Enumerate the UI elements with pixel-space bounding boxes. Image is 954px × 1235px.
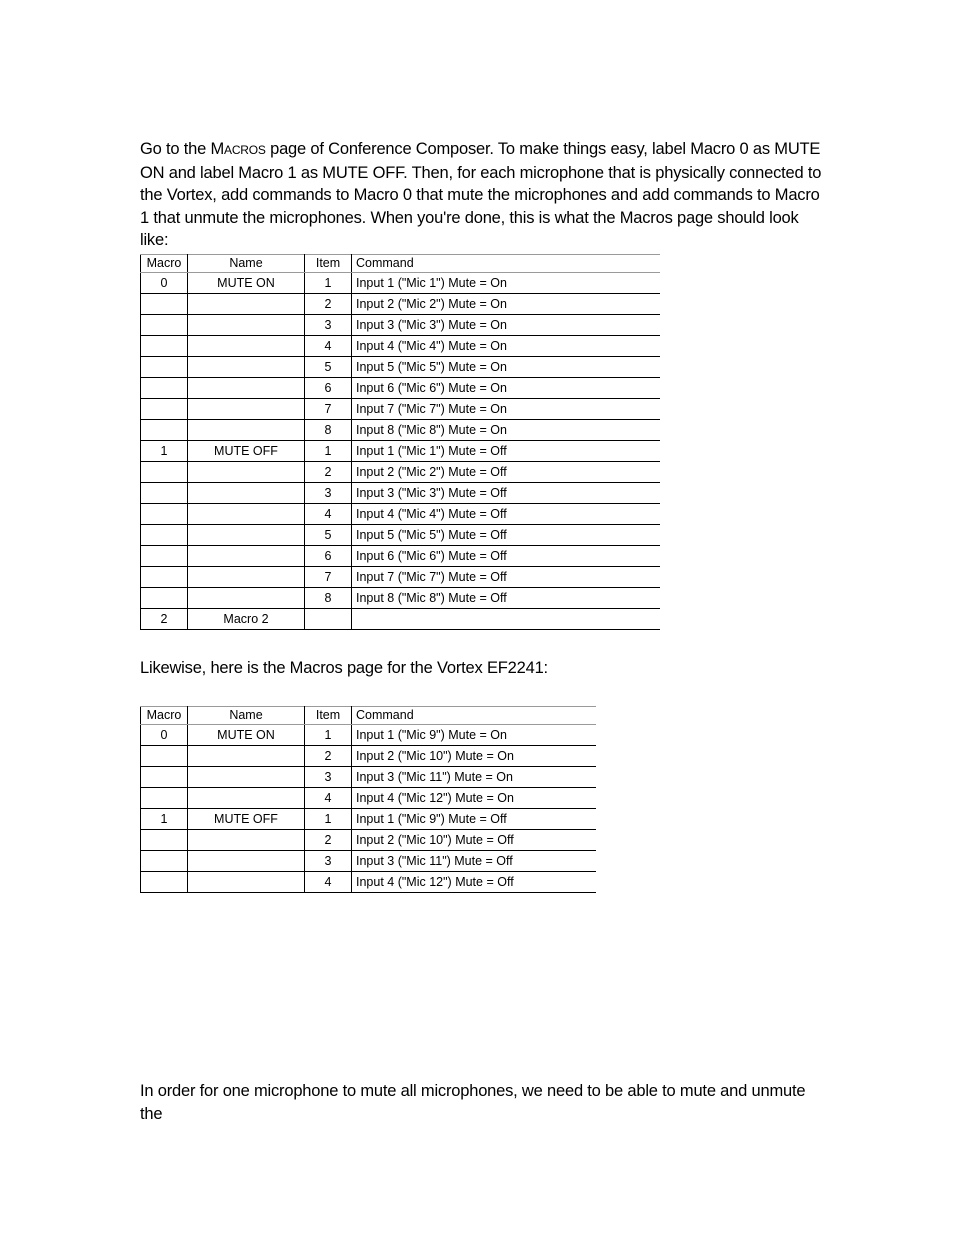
cell-macro[interactable] <box>141 830 188 851</box>
table-row[interactable] <box>141 294 661 315</box>
cell-item[interactable]: 1 <box>305 725 352 746</box>
cell-macro[interactable] <box>141 588 188 609</box>
table-row[interactable] <box>141 609 661 630</box>
cell-item[interactable]: 7 <box>305 567 352 588</box>
cell-name[interactable] <box>188 546 305 567</box>
cell-name[interactable]: MUTE ON <box>188 725 305 746</box>
cell-item[interactable]: 5 <box>305 357 352 378</box>
cell-command[interactable]: Input 6 ("Mic 6") Mute = On <box>352 378 661 399</box>
cell-item[interactable]: 3 <box>305 767 352 788</box>
cell-item[interactable] <box>305 609 352 630</box>
macros-table-ef2241 <box>140 706 596 893</box>
cell-command[interactable]: Input 3 ("Mic 3") Mute = On <box>352 315 661 336</box>
cell-command[interactable]: Input 4 ("Mic 12") Mute = On <box>352 788 597 809</box>
cell-command[interactable]: Input 1 ("Mic 9") Mute = Off <box>352 809 597 830</box>
cell-macro[interactable] <box>141 525 188 546</box>
cell-command[interactable]: Input 2 ("Mic 10") Mute = On <box>352 746 597 767</box>
cell-item[interactable]: 4 <box>305 504 352 525</box>
header-item[interactable]: Item <box>305 707 352 725</box>
header-name[interactable]: Name <box>188 707 305 725</box>
table-row[interactable] <box>141 420 661 441</box>
cell-name[interactable] <box>188 483 305 504</box>
cell-macro[interactable] <box>141 788 188 809</box>
cell-command[interactable]: Input 5 ("Mic 5") Mute = Off <box>352 525 661 546</box>
table-row[interactable] <box>141 546 661 567</box>
cell-item[interactable]: 1 <box>305 809 352 830</box>
table-row[interactable] <box>141 788 597 809</box>
cell-name[interactable] <box>188 588 305 609</box>
cell-item[interactable]: 6 <box>305 378 352 399</box>
table-row[interactable] <box>141 872 597 893</box>
table-row[interactable] <box>141 378 661 399</box>
cell-name[interactable] <box>188 315 305 336</box>
cell-name[interactable] <box>188 378 305 399</box>
table-row[interactable] <box>141 483 661 504</box>
cell-name[interactable] <box>188 399 305 420</box>
cell-command[interactable]: Input 4 ("Mic 12") Mute = Off <box>352 872 597 893</box>
table-row[interactable] <box>141 851 597 872</box>
cell-macro[interactable] <box>141 567 188 588</box>
intro-text-after: page of Conference Composer. To make things easy, label Macro 0 as MUTE ON and label Macro 1 as MUTE OFF. Then, for each microphone that is physically connected to the Vortex, add commands to Macro 0 that mute the microphones and add commands to Macro 1 that unmute the microphones. When you're done, this is what the Macros page should look like: <box>140 140 822 249</box>
table-row[interactable] <box>141 399 661 420</box>
table-row[interactable] <box>141 273 661 294</box>
cell-name[interactable] <box>188 420 305 441</box>
cell-macro[interactable]: 0 <box>141 725 188 746</box>
cell-name[interactable] <box>188 567 305 588</box>
cell-name[interactable]: MUTE OFF <box>188 809 305 830</box>
table-header-row <box>141 255 661 273</box>
intro-paragraph <box>140 138 830 252</box>
cell-macro[interactable] <box>141 546 188 567</box>
macros-table-main <box>140 254 660 630</box>
cell-name[interactable]: MUTE ON <box>188 273 305 294</box>
cell-command[interactable]: Input 8 ("Mic 8") Mute = Off <box>352 588 661 609</box>
cell-item[interactable]: 3 <box>305 315 352 336</box>
header-macro[interactable]: Macro <box>141 255 188 273</box>
cell-item[interactable]: 2 <box>305 830 352 851</box>
cell-name[interactable] <box>188 462 305 483</box>
cell-command[interactable]: Input 3 ("Mic 3") Mute = Off <box>352 483 661 504</box>
cell-name[interactable] <box>188 872 305 893</box>
table-body <box>141 725 597 893</box>
cell-name[interactable] <box>188 294 305 315</box>
table-row[interactable] <box>141 767 597 788</box>
table-row[interactable] <box>141 588 661 609</box>
cell-command[interactable]: Input 1 ("Mic 1") Mute = Off <box>352 441 661 462</box>
cell-macro[interactable] <box>141 767 188 788</box>
cell-macro[interactable] <box>141 504 188 525</box>
cell-command[interactable]: Input 4 ("Mic 4") Mute = Off <box>352 504 661 525</box>
cell-item[interactable]: 4 <box>305 788 352 809</box>
intro-text-before: Go to the M <box>140 140 225 158</box>
table-row[interactable] <box>141 567 661 588</box>
table-row[interactable] <box>141 462 661 483</box>
cell-command[interactable]: Input 6 ("Mic 6") Mute = Off <box>352 546 661 567</box>
cell-command[interactable]: Input 2 ("Mic 10") Mute = Off <box>352 830 597 851</box>
header-command[interactable]: Command <box>352 255 661 273</box>
cell-item[interactable]: 5 <box>305 525 352 546</box>
table-row[interactable] <box>141 315 661 336</box>
table-row[interactable] <box>141 504 661 525</box>
cell-macro[interactable]: 2 <box>141 609 188 630</box>
header-name[interactable]: Name <box>188 255 305 273</box>
header-item[interactable]: Item <box>305 255 352 273</box>
cell-command[interactable]: Input 1 ("Mic 9") Mute = On <box>352 725 597 746</box>
cell-name[interactable] <box>188 357 305 378</box>
cell-item[interactable]: 1 <box>305 441 352 462</box>
cell-item[interactable]: 4 <box>305 872 352 893</box>
cell-macro[interactable]: 0 <box>141 273 188 294</box>
cell-item[interactable]: 7 <box>305 399 352 420</box>
table-row[interactable] <box>141 830 597 851</box>
cell-name[interactable] <box>188 788 305 809</box>
cell-macro[interactable] <box>141 378 188 399</box>
ef2241-paragraph: Likewise, here is the Macros page for the Vortex EF2241: <box>140 659 548 677</box>
cell-item[interactable]: 2 <box>305 294 352 315</box>
cell-item[interactable]: 8 <box>305 420 352 441</box>
cell-macro[interactable] <box>141 420 188 441</box>
cell-command[interactable]: Input 7 ("Mic 7") Mute = On <box>352 399 661 420</box>
cell-command[interactable]: Input 4 ("Mic 4") Mute = On <box>352 336 661 357</box>
cell-name[interactable] <box>188 525 305 546</box>
cell-item[interactable]: 2 <box>305 462 352 483</box>
cell-macro[interactable] <box>141 483 188 504</box>
header-macro[interactable]: Macro <box>141 707 188 725</box>
cell-macro[interactable]: 1 <box>141 809 188 830</box>
cell-command[interactable]: Input 8 ("Mic 8") Mute = On <box>352 420 661 441</box>
cell-item[interactable]: 6 <box>305 546 352 567</box>
cell-macro[interactable] <box>141 462 188 483</box>
cell-item[interactable]: 2 <box>305 746 352 767</box>
cell-name[interactable] <box>188 504 305 525</box>
cell-macro[interactable] <box>141 399 188 420</box>
cell-command[interactable]: Input 7 ("Mic 7") Mute = Off <box>352 567 661 588</box>
table-row[interactable] <box>141 525 661 546</box>
header-command[interactable]: Command <box>352 707 597 725</box>
cell-command[interactable]: Input 3 ("Mic 11") Mute = Off <box>352 851 597 872</box>
cell-name[interactable] <box>188 851 305 872</box>
table-row[interactable] <box>141 336 661 357</box>
cell-macro[interactable] <box>141 746 188 767</box>
cell-command[interactable]: Input 5 ("Mic 5") Mute = On <box>352 357 661 378</box>
cell-item[interactable]: 8 <box>305 588 352 609</box>
table-row[interactable] <box>141 357 661 378</box>
cell-macro[interactable] <box>141 872 188 893</box>
cell-item[interactable]: 4 <box>305 336 352 357</box>
cell-command[interactable]: Input 2 ("Mic 2") Mute = Off <box>352 462 661 483</box>
cell-macro[interactable] <box>141 357 188 378</box>
cell-command[interactable]: Input 3 ("Mic 11") Mute = On <box>352 767 597 788</box>
cell-name[interactable]: MUTE OFF <box>188 441 305 462</box>
cell-item[interactable]: 1 <box>305 273 352 294</box>
cell-name[interactable]: Macro 2 <box>188 609 305 630</box>
cell-item[interactable]: 3 <box>305 851 352 872</box>
cell-name[interactable] <box>188 767 305 788</box>
macros-smallcaps: ACROS <box>224 143 266 157</box>
cell-name[interactable] <box>188 746 305 767</box>
table-row[interactable] <box>141 809 597 830</box>
cell-name[interactable] <box>188 830 305 851</box>
table-body <box>141 273 661 630</box>
cell-macro[interactable] <box>141 336 188 357</box>
cell-item[interactable]: 3 <box>305 483 352 504</box>
cell-macro[interactable] <box>141 851 188 872</box>
cell-macro[interactable] <box>141 294 188 315</box>
table-header-row <box>141 707 597 725</box>
cell-macro[interactable]: 1 <box>141 441 188 462</box>
table-row[interactable] <box>141 441 661 462</box>
cell-command[interactable]: Input 1 ("Mic 1") Mute = On <box>352 273 661 294</box>
table-row[interactable] <box>141 725 597 746</box>
cell-command[interactable]: Input 2 ("Mic 2") Mute = On <box>352 294 661 315</box>
closing-paragraph: In order for one microphone to mute all microphones, we need to be able to mute and unmute the <box>140 1082 806 1123</box>
table-row[interactable] <box>141 746 597 767</box>
cell-name[interactable] <box>188 336 305 357</box>
cell-macro[interactable] <box>141 315 188 336</box>
cell-command[interactable] <box>352 609 661 630</box>
